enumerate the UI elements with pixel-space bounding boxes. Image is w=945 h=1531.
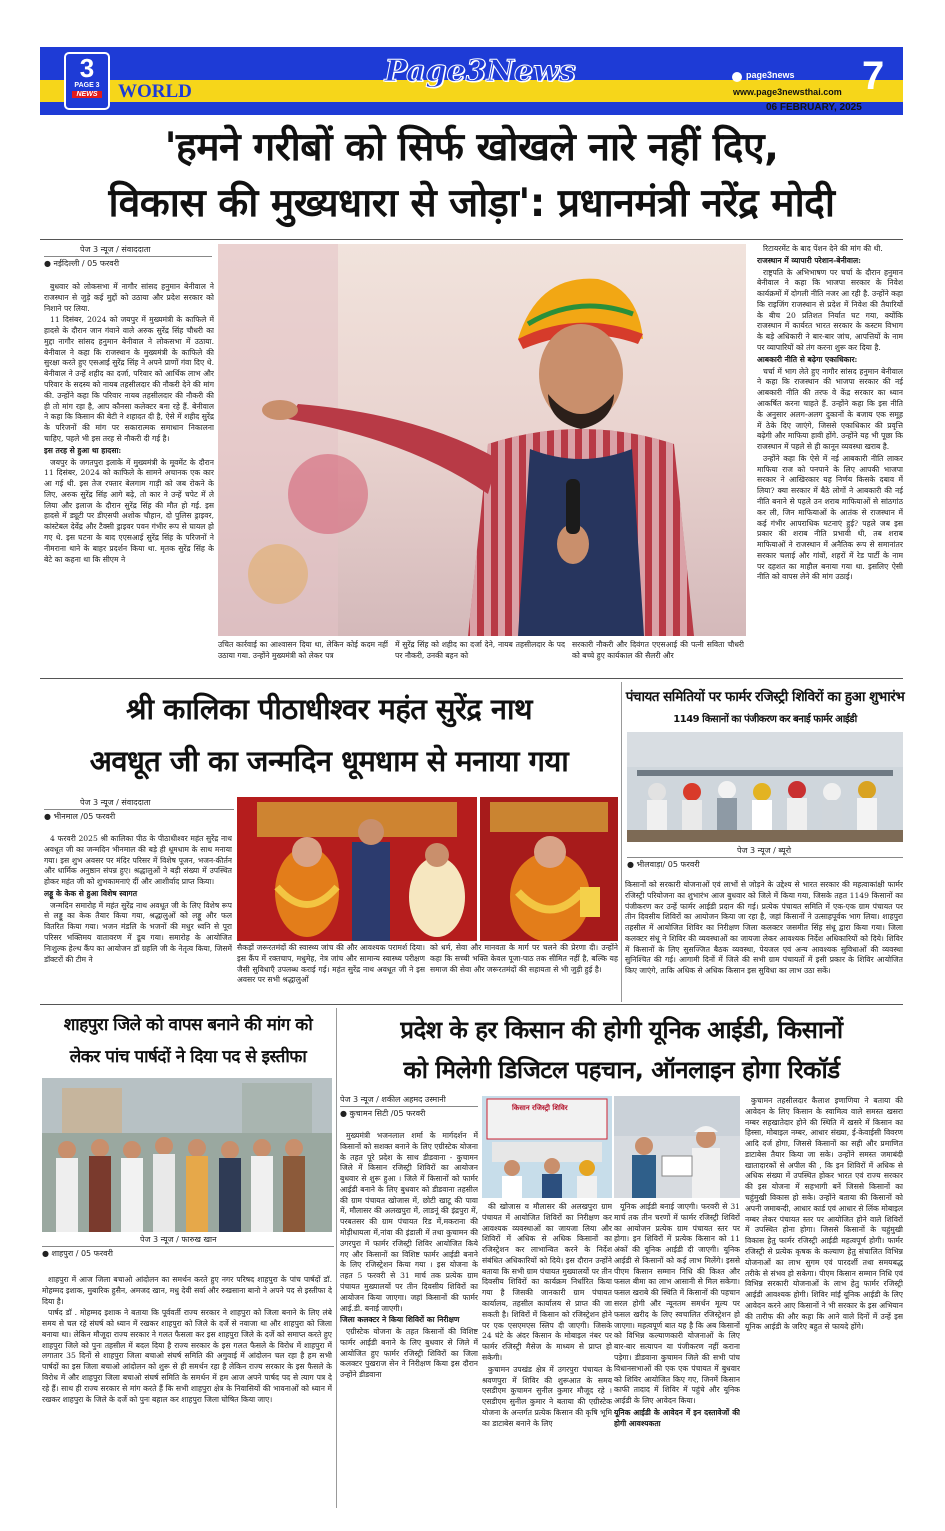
story2-caption-col1: सैकड़ों जरूरतमंदों की स्वास्थ्य जांच की और आवश्यक परामर्श दिया। इस कैंप में रक्तचाप, मधुमेह, नेत्र जांच और सामान्य स्वास्थ्य परीक्षण जैसी सुविधाएँ उपलब्ध कराई गई। महंत सुरेंद्र नाथ अवधूत जी ने इस अवसर पर सभी श्रद्धालुओं bbox=[237, 943, 425, 985]
story5-headline-line2: को मिलेगी डिजिटल पहचान, ऑनलाइन होगा रिकॉर्ड bbox=[403, 1056, 840, 1084]
paragraph: मुख्यमंत्री भजनलाल शर्मा के मार्गदर्शन में किसानों को सशक्त बनाने के लिए एग्रीस्टेक योजना के तहत पूरे प्रदेश के साथ डीडवाना - कुचामन जिले में किसान रजिस्ट्री शिविरों का आयोजन बुधवार से शुरू हुआ । जिले में किसानों को फार्मर आईडी बनाने के लिए बुधवार को डीडवाना तहसील की ग्राम पंचायत खोजास में, छोटी खाटू की पावा में, मौलासर की अलखपुरा में, लाडनूं की इंद्रपुरा में, परबतसर की ग्राम पंचायत रिड में,मकराना की मोड़ीधायला में,नांवा की इंडाली में तथा कुचामन की उगरपुरा में फार्मर रजिस्ट्री शिविर आयोजित किये गए और किसानों का विशिष्ट फार्मर आईडी बनाने के लिए रजिस्ट्रेशन किया गया । इस योजना के तहत 5 फरवरी से 31 मार्च तक प्रत्येक ग्राम पंचायत मुख्यालयों पर तीन दिवसीय शिविरों का आयोजन किया जाएगा। जहां किसानों की फार्मर आई.डी. बनाई जाएगी। bbox=[340, 1131, 478, 1313]
divider bbox=[40, 239, 903, 240]
birthday-photo-1 bbox=[237, 797, 477, 941]
story2-caption-col2: को धर्म, सेवा और मानवता के मार्ग पर चलने की प्रेरणा दी। उन्होंने कहा कि सच्ची भक्ति केवल पूजा-पाठ तक सीमित नहीं है, बल्कि यह समाज की सेवा और जरूरतमंदों की सहायता से भी जुड़ी हुई है। bbox=[430, 943, 618, 974]
subheading: जिला कलक्टर ने किया शिविरों का निरीक्षण bbox=[340, 1315, 460, 1325]
social-handle[interactable]: page3news bbox=[746, 70, 795, 80]
logo-sub: NEWS bbox=[72, 91, 102, 98]
story4-byline bbox=[42, 1234, 334, 1260]
story3-body: किसानों को सरकारी योजनाओं एवं लाभों से जोड़ने के उद्देश्य से भारत सरकार की महत्वाकांक्षी फार्मर रजिस्ट्री परियोजना का शुभारंभ आज बुधवार को जिले में किया गया, जिसके तहत 1149 किसानों का पंजीकरण कर उन्हें फार्मर आईडी प्रदान की गई। प्रत्येक पंचायत समिति में एक-एक ग्राम पंचायत पर तीन दिवसीय शिविरों का आयोजन किया जा रहा है, जहां किसानों ने उत्साहपूर्वक भाग लिया। शाहपुरा तहसील में आयोजित शिविर का निरीक्षण जिला कलक्टर जसमीत सिंह संधू द्वारा किया गया। जिला कलक्टर संधू ने शिविर की व्यवस्थाओं का जायजा लेकर आवश्यक निर्देश अधिकारियों को दिये। शिविर में किसानों के लिए सुसज्जित बैठक व्यवस्था, पेयजल एवं अन्य आवश्यक सुविधाओं की व्यवस्था सुनिश्चित की गई। आगामी दिनों में जिले की सभी ग्राम पंचायतों में इसी प्रकार के शिविर आयोजित किए जाएंगे, ताकि अधिक से अधिक किसान इस सुविधा का लाभ उठा सकें। bbox=[625, 880, 903, 976]
story3-subhead: 1149 किसानों का पंजीकरण कर बनाई फार्मर आईडी bbox=[673, 714, 857, 725]
paragraph: कुचामन उपखंड क्षेत्र में उगरपुरा पंचायत के श्रवणपुरा में शिविर की शुरूआत के समय एसडीएम कुचामन सुनील कुमार मौजूद रहे । एसडीएम सुनील कुमार ने बताया की एग्रीस्टेक योजना के अन्तर्गत प्रत्येक किसान की कृषि भूमि का डाटाबेस बनाने के लिए bbox=[482, 1364, 612, 1428]
farmer-id-photo-illustration bbox=[614, 1096, 740, 1198]
byline-reporter: पेज 3 न्यूज / शकील अहमद उस्मानी bbox=[340, 1095, 446, 1104]
subheading: राजस्थान में व्यापारी परेशान-बेनीवाल: bbox=[757, 255, 861, 265]
masthead-logo[interactable] bbox=[64, 52, 110, 110]
story5-col3 bbox=[614, 1202, 740, 1508]
story5-byline bbox=[340, 1094, 478, 1120]
paragraph: बुधवार को लोकसभा में नागौर सांसद हनुमान बेनीवाल ने राजस्थान से जुड़े कई मुद्दों को उठाया और प्रदेश सरकार को निशाने पर लिया. bbox=[44, 282, 214, 313]
banner-text: किसान रजिस्ट्री शिविर bbox=[512, 1104, 568, 1112]
story1-byline bbox=[44, 244, 212, 270]
byline-reporter: पेज 3 न्यूज / संवाददाता bbox=[80, 245, 151, 254]
byline-reporter: पेज 3 न्यूज / ब्यूरो bbox=[737, 846, 792, 855]
story1-col3 bbox=[757, 244, 903, 674]
subheading: आबकारी नीति से बढ़ेगा एकाधिकार: bbox=[757, 354, 858, 364]
byline-location: ● शाहपुरा / 05 फरवरी bbox=[42, 1246, 334, 1260]
divider bbox=[40, 1004, 903, 1005]
subheading: इस तरह से हुआ था हादसा: bbox=[44, 445, 122, 455]
story1-caption-col3: सरकारी नौकरी और दिवंगत एएसआई की पत्नी सविता चौधरी को बच्चे हुए कार्यकाल की सैलरी और bbox=[572, 640, 744, 660]
section-label: WORLD bbox=[118, 81, 192, 102]
paragraph: जन्मदिन समारोह में महंत सुरेंद्र नाथ अवधूत जी के लिए विशेष रूप से लड्डू का केक तैयार किया गया, श्रद्धालुओं को लड्डू और फल वितरित किया गया। भजन मंडलि के भजनों की मधुर ध्वनि से पूरा परिसर भक्तिमय वातावरण में डूब गया। समारोह के आयोजित निःशुल्क हेल्थ कैंप का आयोजन डॉ ग्रहलि जी के नेतृत्व किया, जिसमें डॉक्टरों की टीम ने bbox=[44, 900, 232, 964]
story1-caption-col1: उचित कार्रवाई का आश्वासन दिया था, लेकिन कोई कदम नहीं उठाया गया. उन्होंने मुख्यमंत्री को लेकर पत्र bbox=[218, 640, 388, 660]
registry-camp-photo bbox=[627, 732, 903, 842]
story2-col1 bbox=[44, 834, 232, 1000]
story3-byline bbox=[627, 845, 903, 871]
speaker-photo bbox=[218, 244, 746, 636]
byline-location-text: नईदिल्ली / 05 फरवरी bbox=[53, 259, 120, 268]
story1-col1 bbox=[44, 282, 214, 672]
story2-headline-line1: श्री कालिका पीठाधीश्वर महंत सुरेंद्र नाथ bbox=[125, 692, 533, 726]
divider bbox=[621, 682, 622, 1002]
byline-location: ● नईदिल्ली / 05 फरवरी bbox=[44, 256, 212, 270]
paragraph: की खोजास व मौलासर की अलखपुरा ग्राम पंचायत में आयोजित शिविरों का निरीक्षण कर आवश्यक व्यवस्थाओं का जायजा लिया और शिविरों में अधिक से अधिक किसानों का रजिस्ट्रेशन कर लाभान्वित करने के निर्देश संबंधित अधिकारियों को दिये। इस दौरान उन्होंने बताया कि सभी ग्राम पंचायत मुख्यालयों पर तीन दिवसीय शिविरों का कार्यक्रम निर्धारित किया गया है जिसकी जानकारी ग्राम पंचायत कार्यालय, तहसील कार्यालय से प्राप्त की जा सकती है। शिविरों में किसान को रजिस्ट्रेशन होने पर एक एसएमएस स्लिप दी जाएगी। जिसके 24 घंटे के अंदर किसान के मोबाइल नंबर पर फार्मर रजिस्ट्री मैसेज के माध्यम से प्राप्त हो सकेगी। bbox=[482, 1202, 612, 1362]
logo-number-icon: 3 bbox=[79, 53, 95, 83]
paragraph: पार्षद डॉ . मोहम्मद इशाक ने बताया कि पूर्ववर्ती राज्य सरकार ने शाहपुरा को जिला बनाने के लिए लंबे समय से चल रहे संघर्ष को ध्यान में रखकर शाहपुरा को जिले के दर्जे से नवाजा था और शाहपुरा को जिला बनाया था। लेकिन मौजूदा राज्य सरकार ने गलत फैसला कर इस शाहपुरा जिले के दर्जे को समाप्त करते हुए शाहपुरा जिले को पुनः तहसील में बदल दिया है राज्य सरकार के इस गलत फैसले के विरोध में शाहपुरा में लगातार 35 दिनों से शाहपुरा जिला बचाओ संघर्ष समिति की अगुवाई में आंदोलन चल रहा है हम सभी पार्षदों का इस जिला बचाओ आंदोलन को शुरू से ही समर्थन रहा है लेकिन राज्य सरकार के इस फैसले के विरोध में और शाहपुरा जिला बचाओ संघर्ष समिति के समर्थन में हम आज अपने पार्षद पद से त्याग पत्र दे रहे हैं। साथ ही राज्य सरकार से मांग करते हैं कि सभी शाहपुरा क्षेत्र के निवासियों की भावनाओं को ध्यान में रखकर शाहपुरा के जिले के दर्जे को पुनः बहाल कर शाहपुरा जिला घोषित किया जाए। bbox=[42, 1308, 332, 1404]
farmer-registry-photo bbox=[482, 1096, 612, 1198]
farmer-id-photo bbox=[614, 1096, 740, 1198]
byline-location: ● कुचामन सिटी /05 फरवरी bbox=[340, 1106, 478, 1120]
story5-col1 bbox=[340, 1131, 478, 1507]
paragraph: 4 फरवरी 2025 श्री कालिका पीठ के पीठाधीश्वर महंत सुरेंद्र नाथ अवधूत जी का जन्मदिन भीनमाल की बड़े ही धूमधाम के साथ मनाया गया। इस शुभ अवसर पर मंदिर परिसर में विशेष पूजन, भजन-कीर्तन और धार्मिक अनुष्ठान संपन्न हुए। श्रद्धालुओं ने बड़ी संख्या में उपस्थित होकर महंत जी को शुभकामनाएं दीं और आशीर्वाद प्राप्त किया। bbox=[44, 834, 232, 887]
speaker-photo-illustration bbox=[218, 244, 746, 636]
story5-col2 bbox=[482, 1202, 612, 1508]
birthday-photo-1-illustration bbox=[237, 797, 477, 941]
paragraph: उन्होंने कहा कि ऐसे में नई आबकारी नीति लाकर माफिया राज को पनपाने के लिए आपकी भाजपा सरकार ने आखिरकार यह निर्णय किसके दबाव में लिया? क्या सरकार में बैठे लोगों ने आबकारी की नई नीति बनाने से पहले उन शराब माफियाओं से सांठगांठ कर ली, जिन माफियाओं के आतंक से राजस्थान में कई गंभीर आपराधिक घटनाएं हुई? पहले जब इस प्रकार की शराब नीति प्रभावी थी, तब शराब माफियाओं ने राजस्थान में अनैतिक रूप से समानांतर सरकार चलाई और गांवों, शहरों में रेड पार्टी के नाम पर दहशत का माहौल बनाया गया था. इसलिए ऐसी नीति को वापस लेने की मांग उठाई। bbox=[757, 453, 903, 582]
byline-reporter: पेज 3 न्यूज / संवाददाता bbox=[80, 798, 151, 807]
page-number: 7 bbox=[862, 54, 885, 98]
subheading: यूनिक आईडी के आवेदन में इन दस्तावेजों की होगी आवश्यकता bbox=[614, 1407, 740, 1428]
logo-text: PAGE 3 bbox=[74, 82, 100, 89]
story5-col4 bbox=[745, 1096, 903, 1508]
paragraph: राष्ट्रपति के अभिभाषण पर चर्चा के दौरान हनुमान बेनीवाल ने कहा कि भाजपा सरकार के निवेश कार्यक्रमों में दोगली नीति नजर आ रही है. उन्होंने कहा कि राइजिंग राजस्थान से प्रदेश में निवेश की तैयारियों के बीच 20 प्रतिशत निर्यात घट गया, क्योंकि राजस्थान में कार्यरत भारत सरकार के कस्टम विभाग के बड़े अधिकारी ने बार-बार जांच, आपत्तियों के नाम पर व्यापारियों को तंग करना शुरू कर दिया है. bbox=[757, 267, 903, 353]
birthday-photo-2-illustration bbox=[480, 797, 618, 941]
paragraph: 11 दिसंबर, 2024 को जयपुर में मुख्यमंत्री के काफिले में हादसे के दौरान जान गंवाने वाले अरुक सुरेंद्र सिंह चौधरी का मुद्दा नागौर सांसद हनुमान बेनीवाल ने लोकसभा में उठाया. बेनीवाल ने कहा कि राजस्थान के मुख्यमंत्री के काफिले की सुरक्षा करते हुए एसआई सुरेंद्र सिंह ने अपने प्राणों गंवा दिए थे. बेनीवाल ने उन्हें शहीद का दर्जा, परिवार को आर्थिक लाभ और परिवार के सदस्य को नायब तहसीलदार की नौकरी देने की मांग की. उन्होंने कहा कि परिवार नायब तहसीलदार की नौकरी की ही तो मांग रहा है, आप कौनसा कलेक्टर बना रहे हैं. बेनीवाल ने कहा कि किसान की बेटी ने शहादत दी है, ऐसे में शहीद सुरेंद्र के परिजनों की मांग पर सकारात्मक समाधान निकालना चाहिए, पहले भी इस तरह से नौकरी दी गई है। bbox=[44, 315, 214, 443]
paragraph: रिटायरमेंट के बाद पेंशन देने की मांग की थी. bbox=[763, 244, 883, 253]
paragraph: चर्चा में भाग लेते हुए नागौर सांसद हनुमान बेनीवाल ने कहा कि राजस्थान की भाजपा सरकार की नई आबकारी नीति की तरफ वे केंद्र सरकार का ध्यान आकर्षित करना चाहते हैं. उन्होंने कहा कि इस नीति के अनुसार अलग-अलग दुकानों के बजाय एक समूह में ठेके दिए जाएंगे, जिससे एकाधिकार की प्रवृत्ति बढ़ेगी और माफिया हावी होंगे. उन्होंने यह भी पूछा कि राजस्थान में पहले से ही कानून व्यवस्था खराब है. bbox=[757, 366, 903, 452]
byline-location-text: कुचामन सिटी /05 फरवरी bbox=[349, 1109, 426, 1118]
story4-headline-line2: लेकर पांच पार्षदों ने दिया पद से इस्तीफा bbox=[69, 1047, 307, 1067]
issue-date: 06 FEBRUARY, 2025 bbox=[766, 102, 862, 113]
paragraph: जयपुर के जगतपुरा इलाके में मुख्यमंत्री के मूवमेंट के दौरान 11 दिसंबर, 2024 को काफिले के सामने अचानक एक कार आ गई थी. इस तेज रफ्तार बेलगाम गाड़ी को जब रोकने के लिए, अरुक सुरेंद्र सिंह आगे बढ़े, तो कार ने उन्हें चपेट में ले लिया और इलाज के दौरान सुरेंद्र सिंह की मौत हो गई. इस हादसे में ड्यूटी पर डीएसपी अशोक चौहान, दो पुलिस ड्राइवर, कांस्टेबल देवेंद्र और टैक्सी ड्राइवर पवन गंभीर रूप से घायल हो गए थे. इस घटना के बाद एएसआई सुरेंद्र सिंह के परिजनों ने नीमराना थाने के बाहर प्रदर्शन किया था. मृतक सुरेंद्र सिंह के बेटे का कहना था कि सीएम ने bbox=[44, 457, 214, 564]
byline-location-text: शाहपुरा / 05 फरवरी bbox=[51, 1249, 113, 1258]
paragraph: कुचामन तहसीलदार कैलाश इणाणिया ने बताया की आवेदन के लिए किसान के स्वामित्व वाले समस्त खसरा नम्बर सहखातेदार होने की स्थिति में खसरे में किसान का हिस्सा, मोबाइल नम्बर, आधार संख्या, ई-केवाईसी विवरण आदि दर्ज होगा, जिससे किसानों का सही और प्रमाणित डाटाबेस तैयार किया जा सके। उन्होंने समस्त जमाबंदी खातादारकों से अपील की , कि इन शिविरों में अधिक से अधिक संख्या में उपस्थित होकर भारत एवं राज्य सरकार की इस योजना में सहभागी बनें जिससे किसानों का चहुंमुखी विकास हो सके। उन्होंने बताया की किसानों को अपनी जमाबन्दी, आधार कार्ड एवं आधार से लिंक मोबाइल नम्बर लेकर पंचायत स्तर पर आयोजित होने वाले शिविरों में उपस्थित होना होगा। जिससे किसानों के चहुंमुखी विकास हेतु फार्मर रजिस्ट्री आईडी महत्वपूर्ण होगी। फार्मर रजिस्ट्री से प्रत्येक कृषक के कल्याण हेतु संचालित विभिन्न योजनाओं का लाभ सुगम एवं पारदर्शी तथा समयबद्ध तरीके से संभव हो सकेगा। पीएम किसान सम्मान निधि एवं विभिन्न सरकारी योजनाओं के लाभ हेतु फार्मर रजिस्ट्री आईडी आवश्यक होगी। शिविर मांईं यूनिक आईडी के लिए आवेदन करने आए किसानों ने भी सरकार के इस अभियान की तारीफ की और कहा कि आने वाले दिनों में उन्हें इस यूनिक आईडी के जरिए बहुत से फायदे होंगे। bbox=[745, 1096, 903, 1332]
divider bbox=[336, 1008, 337, 1508]
registry-camp-photo-illustration bbox=[627, 732, 903, 842]
website-link[interactable]: www.page3newsthai.com bbox=[733, 87, 842, 97]
divider bbox=[40, 678, 903, 679]
story1-headline-line2: विकास की मुख्यधारा से जोड़ा': प्रधानमंत्री नरेंद्र मोदी bbox=[108, 181, 835, 226]
story5-headline-line1: प्रदेश के हर किसान की होगी यूनिक आईडी, किसानों bbox=[400, 1016, 843, 1044]
story1-caption-col2: में सुरेंद्र सिंह को शहीद का दर्जा देने, नायब तहसीलदार के पद पर नौकरी, उनकी बहन को bbox=[395, 640, 565, 660]
story1-headline-line1: 'हमने गरीबों को सिर्फ खोखले नारे नहीं दिए, bbox=[164, 125, 779, 170]
byline-location: ● भीनमाल /05 फरवरी bbox=[44, 809, 234, 823]
brand-name[interactable]: Page3News bbox=[384, 54, 576, 89]
story2-headline-line2: अवधूत जी का जन्मदिन धूमधाम से मनाया गया bbox=[89, 744, 569, 778]
byline-location-text: भीलवाड़ा/ 05 फरवरी bbox=[636, 860, 700, 869]
story4-headline-line1: शाहपुरा जिले को वापस बनाने की मांग को bbox=[63, 1015, 313, 1035]
story2-byline bbox=[44, 797, 234, 823]
birthday-photo-2 bbox=[480, 797, 618, 941]
councillors-photo bbox=[42, 1078, 332, 1232]
paragraph: एग्रीस्टेक योजना के तहत किसानों की विशिष्ट फार्मर आईडी बनाने के लिए बुधवार से जिले में आयोजित हुए फार्मर रजिस्ट्री शिविरों का जिला कलक्टर पुखराज सेन ने निरीक्षण किया इस दौरान उन्होंने डीडवाना bbox=[340, 1327, 478, 1380]
paragraph: यूनिक आईडी बनाई जाएगी। फरवरी से 31 मार्च तक तीन चरणों में फार्मर रजिस्ट्री शिविरों का आयोजन प्रत्येक ग्राम पंचायत स्तर पर होगा। इन शिविरों में प्रत्येक किसान को 11 अंकों की यूनिक आईडी दी जाएगी। यूनिक आईडी से किसानों को कई लाभ मिलेंगे। इससे पीएम किसान सम्मान निधि की किश्त और फसल बीमा का लाभ आसानी से मिल सकेगा। फसल खराबे की स्थिति में किसानों की पहचान सरल होगी और न्यूनतम समर्थन मूल्य पर फसल खरीद के लिए स्वचालित रजिस्ट्रेशन हो जाएगा। महत्वपूर्ण बात यह है कि अब किसानों को विभिन्न कल्याणकारी योजनाओं के लिए बार-बार सत्यापन या पंजीकरण नहीं कराना पड़ेगा। डीडवाना कुचामन जिले की सभी पांच विधानसभाओं की एक एक पंचायत में बुधवार को शिविर आयोजित किए गए, जिनमें किसान काफी तादाद में शिविर में पहुंचे और यूनिक आईडी के लिए आवेदन किया। bbox=[614, 1202, 740, 1406]
story4-body bbox=[42, 1275, 332, 1505]
byline-location: ● भीलवाड़ा/ 05 फरवरी bbox=[627, 857, 903, 871]
byline-location-text: भीनमाल /05 फरवरी bbox=[53, 812, 116, 821]
subheading: लड्डू के केक से हुआ विशेष स्वागत bbox=[44, 888, 138, 898]
story3-headline: पंचायत समितियों पर फार्मर रजिस्ट्री शिविरों का हुआ शुभारंभ bbox=[625, 689, 905, 705]
councillors-photo-illustration bbox=[42, 1078, 332, 1232]
facebook-icon[interactable] bbox=[732, 72, 742, 82]
byline-reporter: पेज 3 न्यूज / फारुख खान bbox=[140, 1235, 217, 1244]
paragraph: शाहपुरा में आज जिला बचाओ आंदोलन का समर्थन करते हुए नगर परिषद शाहपुरा के पांच पार्षदों डॉ. मोहम्मद इशाक, मुबारिक हुसैन, अमजद खान, मधु देवी सर्वा और रुखसाना बानो ने अपने पद से इस्तीफा दे दिया है। bbox=[42, 1275, 332, 1306]
